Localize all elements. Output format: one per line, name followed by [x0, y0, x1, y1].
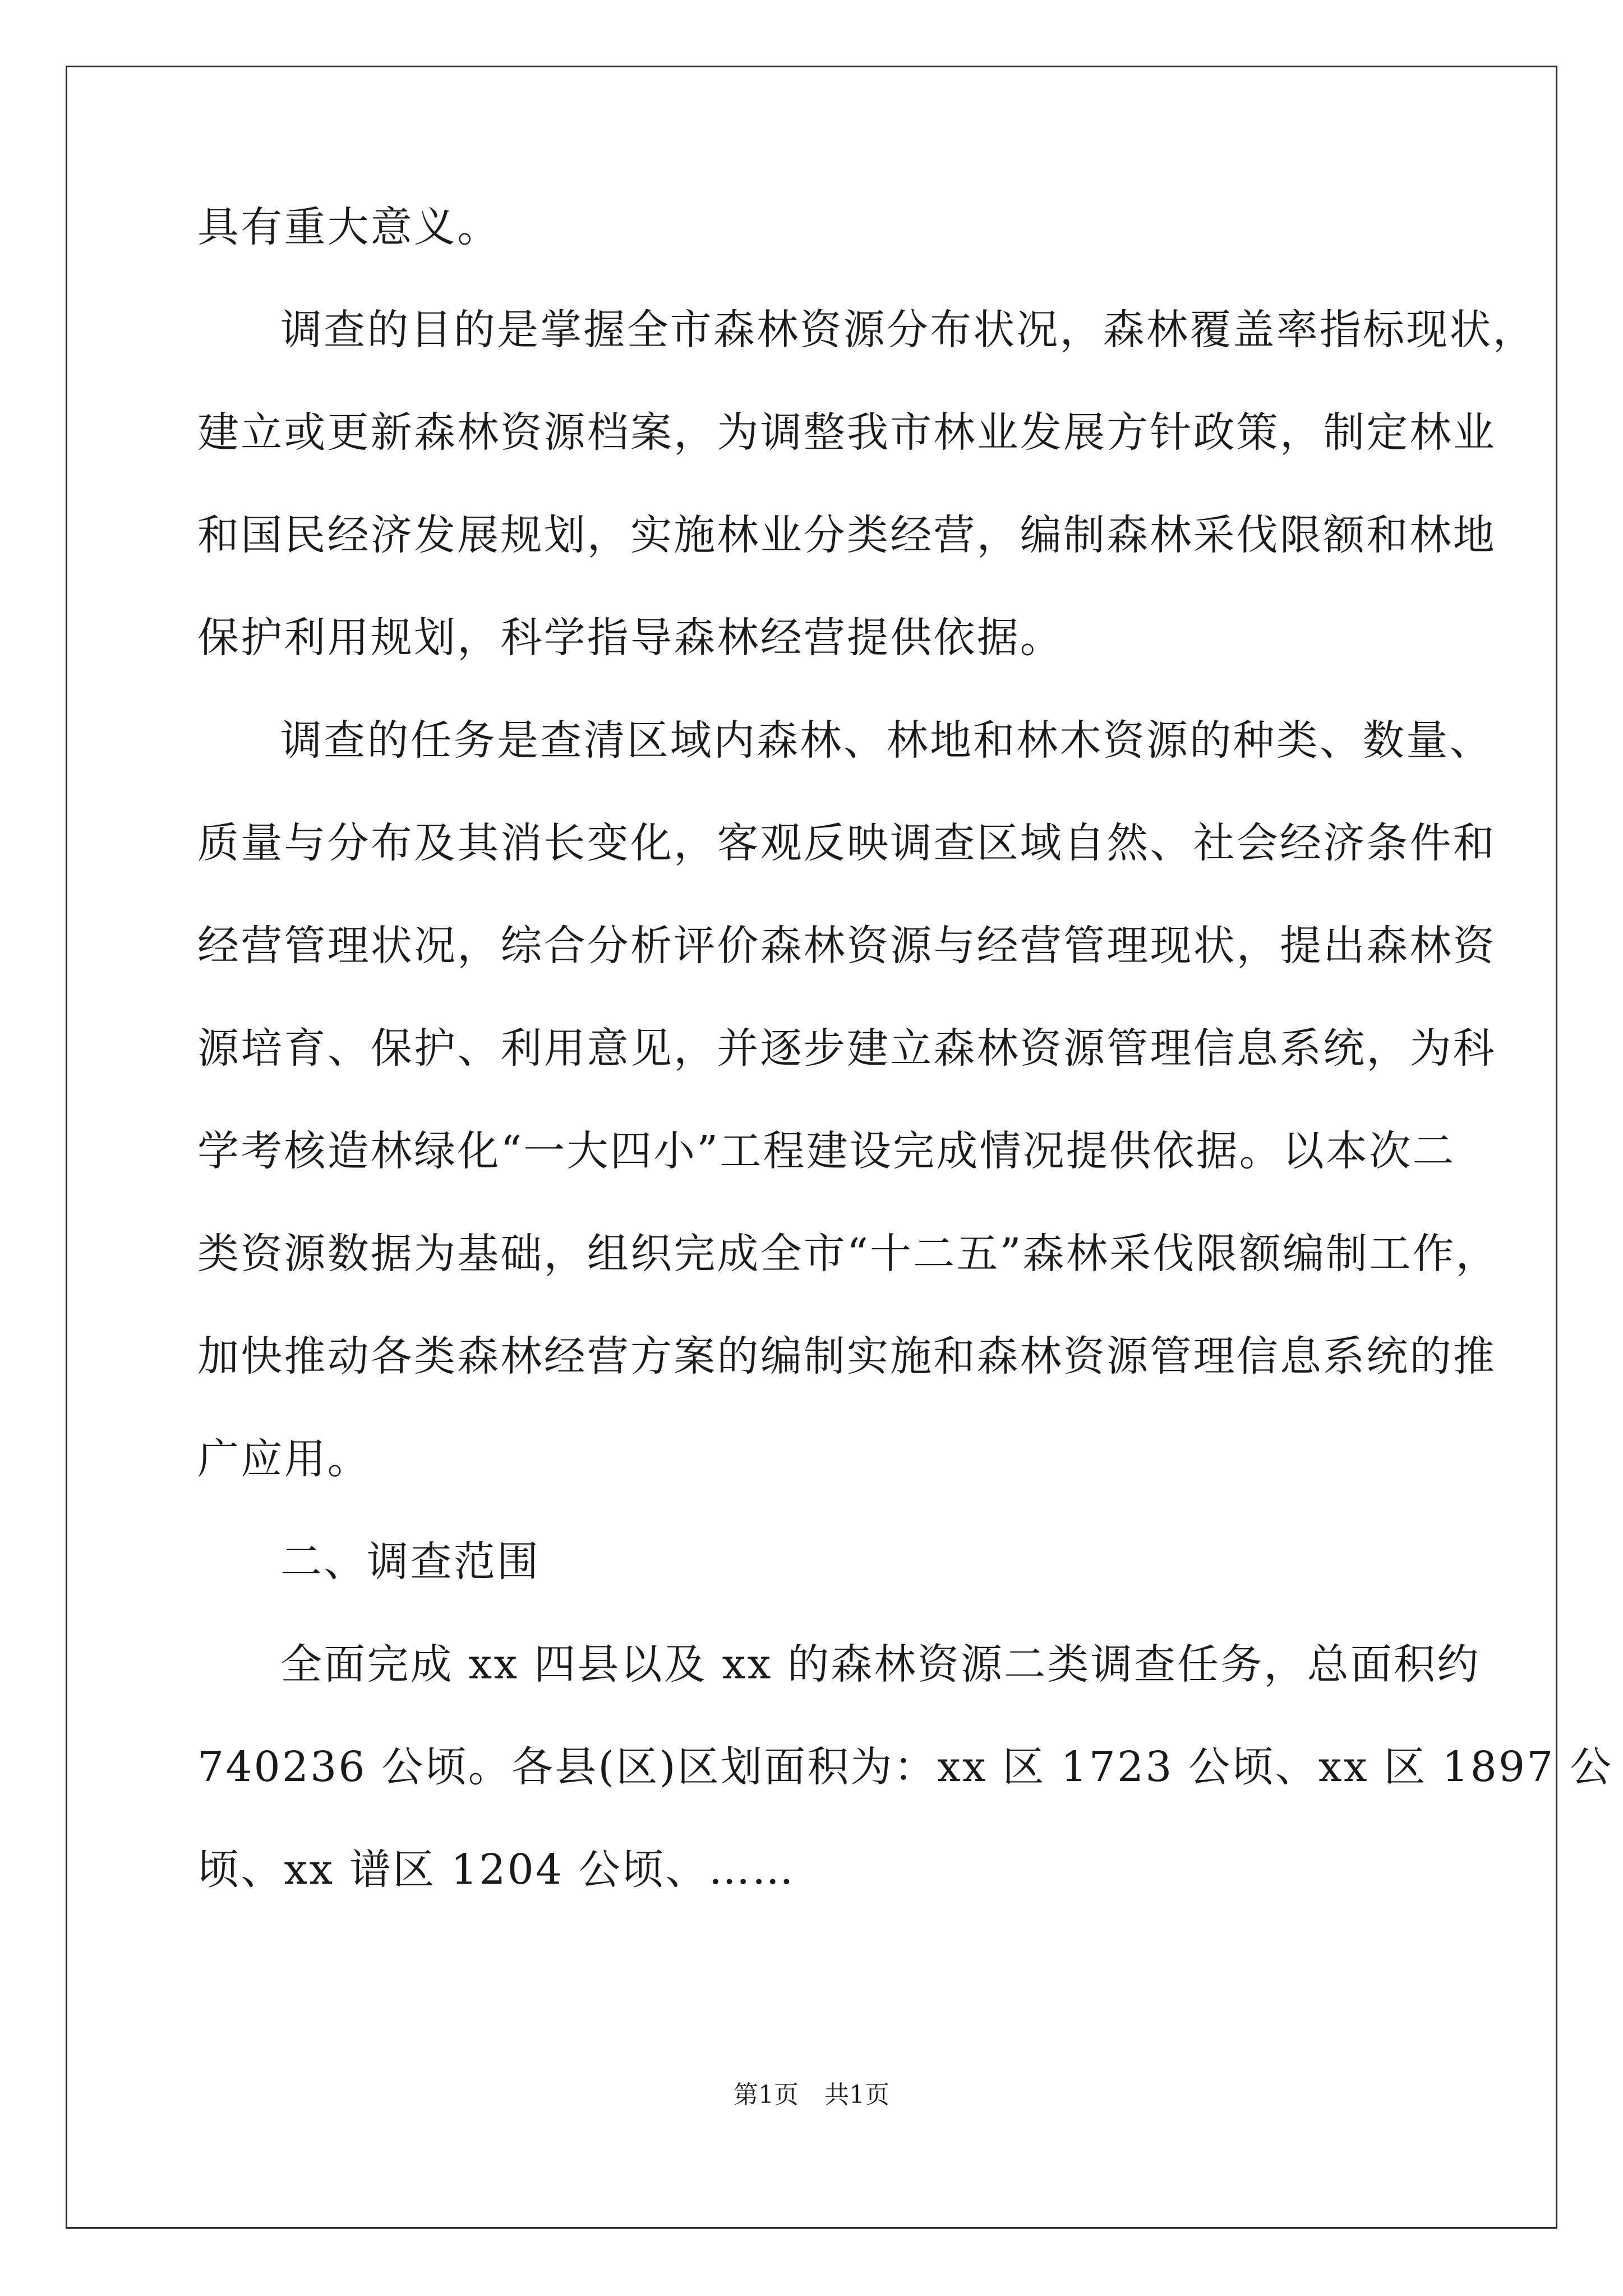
line-12: 加快推动各类森林经营方案的编制实施和森林资源管理信息系统的推 [197, 1332, 1496, 1381]
page-number: 第1页 [734, 2081, 799, 2109]
line-7: 质量与分布及其消长变化，客观反映调查区域自然、社会经济条件和 [197, 819, 1496, 867]
line-6: 调查的任务是查清区域内森林、林地和林木资源的种类、数量、 [280, 716, 1493, 765]
section-heading: 二、调查范围 [280, 1538, 541, 1586]
page-total: 共1页 [824, 2081, 889, 2109]
line-13: 广应用。 [197, 1435, 371, 1483]
line-2: 调查的目的是掌握全市森林资源分布状况，森林覆盖率指标现状， [280, 306, 1536, 354]
line-17: 顷、xx 谱区 1204 公顷、…… [197, 1846, 795, 1894]
line-3: 建立或更新森林资源档案，为调整我市林业发展方针政策，制定林业 [197, 408, 1496, 457]
line-16: 740236 公顷。各县(区)区划面积为：xx 区 1723 公顷、xx 区 1897 公 [197, 1743, 1613, 1791]
page-footer [0, 2078, 1623, 2112]
line-15: 全面完成 xx 四县以及 xx 的森林资源二类调查任务，总面积约 [280, 1640, 1481, 1688]
line-4: 和国民经济发展规划，实施林业分类经营，编制森林采伐限额和林地 [197, 511, 1496, 559]
line-5: 保护利用规划，科学指导森林经营提供依据。 [197, 614, 1063, 662]
line-10: 学考核造林绿化“一大四小”工程建设完成情况提供依据。以本次二 [197, 1127, 1456, 1175]
line-11: 类资源数据为基础，组织完成全市“十二五”森林采伐限额编制工作， [197, 1230, 1499, 1278]
line-8: 经营管理状况，综合分析评价森林资源与经营管理现状，提出森林资 [197, 922, 1496, 970]
line-1: 具有重大意义。 [197, 203, 501, 251]
line-9: 源培育、保护、利用意见，并逐步建立森林资源管理信息系统，为科 [197, 1024, 1496, 1073]
